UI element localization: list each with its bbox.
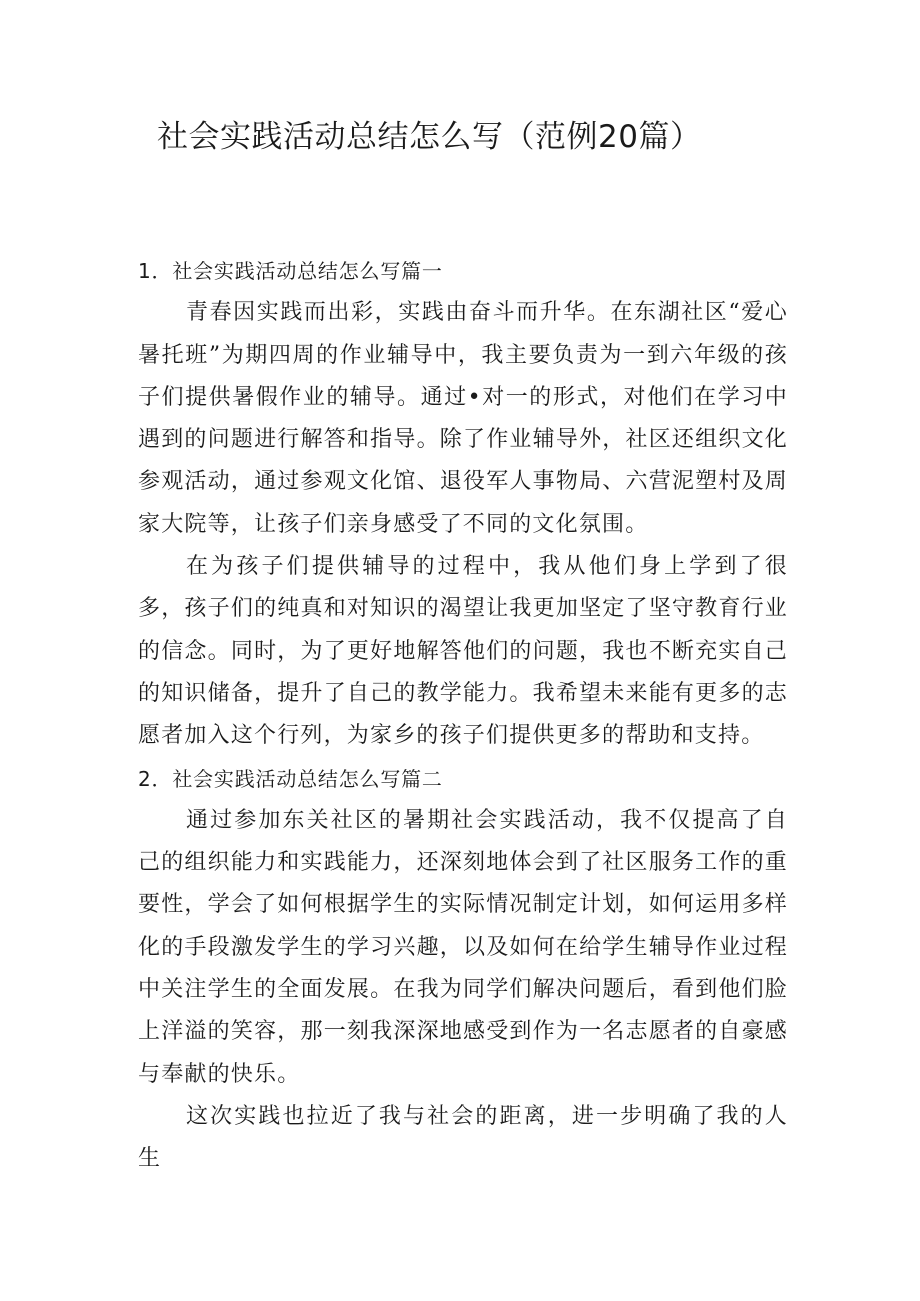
section-heading: 2．社会实践活动总结怎么写篇二 — [138, 766, 443, 791]
section-heading: 1．社会实践活动总结怎么写篇一 — [138, 259, 443, 283]
paragraph: 通过参加东关社区的暑期社会实践活动，我不仅提高了自己的组织能力和实践能力，还深刻地体会到了社区服务工作的重要性，学会了如何根据学生的实际情况制定计划，如何运用多样化的手段激发学生的学习兴趣，以及如何在给学生辅导作业过程中关注学生的全面发展。在我为同学们解决问题后，看到他们脸上洋溢的笑容，那一刻我深深地感受到作为一名志愿者的自豪感与奉献的快乐。 — [138, 807, 788, 1087]
document-body — [138, 250, 788, 1181]
document-title: 社会实践活动总结怎么写（范例20篇） — [157, 119, 702, 155]
section-2 — [138, 758, 788, 1181]
paragraph: 青春因实践而出彩，实践由奋斗而升华。在东湖社区“爱心暑托班”为期四周的作业辅导中，我主要负责为一到六年级的孩子们提供暑假作业的辅导。通过•对一的形式，对他们在学习中遇到的问题进行解答和指导。除了作业辅导外，社区还组织文化参观活动，通过参观文化馆、退役军人事物局、六营泥塑村及周家大院等，让孩子们亲身感受了不同的文化氛围。 — [138, 300, 788, 537]
paragraph: 在为孩子们提供辅导的过程中，我从他们身上学到了很多，孩子们的纯真和对知识的渴望让我更加坚定了坚守教育行业的信念。同时，为了更好地解答他们的问题，我也不断充实自己的知识储备，提升了自己的教学能力。我希望未来能有更多的志愿者加入这个行列，为家乡的孩子们提供更多的帮助和支持。 — [138, 554, 788, 749]
paragraph: 这次实践也拉近了我与社会的距离，进一步明确了我的人生 — [138, 1103, 788, 1172]
section-1 — [138, 250, 788, 758]
